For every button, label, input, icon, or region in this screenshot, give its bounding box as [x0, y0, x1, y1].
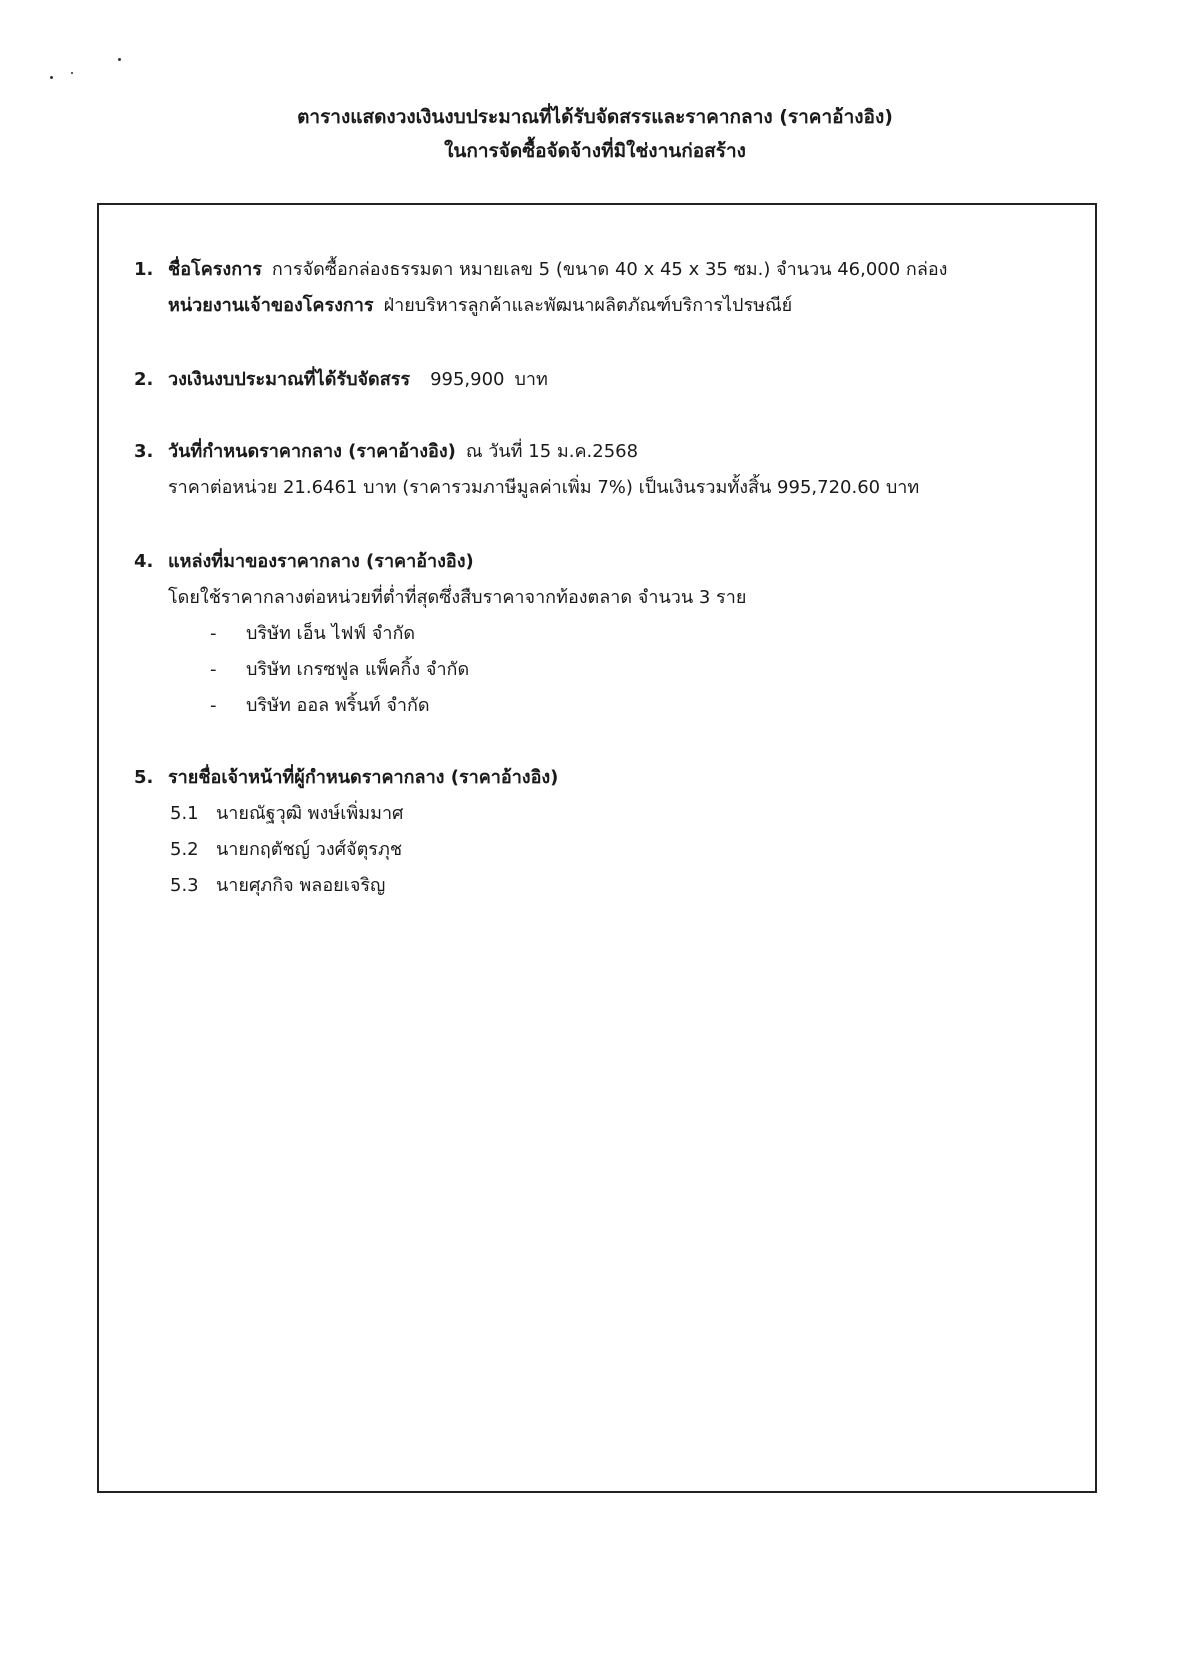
officer-name: นายณัฐวุฒิ พงษ์เพิ่มมาศ [216, 803, 404, 824]
officer-number: 5.3 [170, 875, 199, 896]
section-reference-price-date [134, 434, 1094, 506]
section-officers [134, 760, 1094, 904]
project-name-value: การจัดซื้อกล่องธรรมดา หมายเลข 5 (ขนาด 40 x 45 x 35 ซม.) จำนวน 46,000 กล่อง [271, 259, 948, 280]
section-number: 4. [134, 551, 154, 572]
officer-number: 5.2 [170, 839, 199, 860]
officer-name: นายศุภกิจ พลอยเจริญ [216, 875, 386, 896]
budget-unit: บาท [514, 369, 548, 390]
source-company: บริษัท เกรซฟูล แพ็คกิ้ง จำกัด [246, 659, 470, 680]
scan-speck [71, 72, 73, 74]
document-title-line2: ในการจัดซื้อจัดจ้างที่มิใช่งานก่อสร้าง [444, 140, 746, 162]
project-owner-value: ฝ่ายบริหารลูกค้าและพัฒนาผลิตภัณฑ์บริการไปรษณีย์ [383, 295, 793, 316]
budget-label: วงเงินงบประมาณที่ได้รับจัดสรร [168, 369, 411, 390]
section-price-sources [134, 544, 1094, 724]
list-item [134, 688, 1094, 724]
officer-name: นายกฤตัชญ์ วงศ์จัตุรภุช [216, 839, 403, 860]
scan-speck [118, 58, 121, 61]
reference-price-detail: ราคาต่อหน่วย 21.6461 บาท (ราคารวมภาษีมูลค่าเพิ่ม 7%) เป็นเงินรวมทั้งสิ้น 995,720.60 บาท [168, 477, 920, 498]
list-item [134, 868, 1094, 904]
reference-date-label: วันที่กำหนดราคากลาง (ราคาอ้างอิง) [168, 441, 456, 462]
bullet-dash: - [210, 623, 217, 644]
source-company: บริษัท ออล พริ้นท์ จำกัด [246, 695, 430, 716]
document-header [0, 100, 1190, 168]
list-item [134, 832, 1094, 868]
bullet-dash: - [210, 695, 217, 716]
section-number: 3. [134, 441, 154, 462]
scan-speck [50, 76, 53, 79]
section-number: 2. [134, 369, 154, 390]
officer-number: 5.1 [170, 803, 199, 824]
price-sources-label: แหล่งที่มาของราคากลาง (ราคาอ้างอิง) [168, 551, 474, 572]
bullet-dash: - [210, 659, 217, 680]
reference-date-value: ณ วันที่ 15 ม.ค.2568 [465, 441, 639, 462]
source-company: บริษัท เอ็น ไฟฟ์ จำกัด [246, 623, 416, 644]
price-sources-intro: โดยใช้ราคากลางต่อหน่วยที่ต่ำที่สุดซึ่งสืบราคาจากท้องตลาด จำนวน 3 ราย [168, 587, 747, 608]
project-owner-label: หน่วยงานเจ้าของโครงการ [168, 295, 374, 316]
budget-amount: 995,900 [430, 369, 505, 390]
list-item [134, 616, 1094, 652]
list-item [134, 652, 1094, 688]
project-name-label: ชื่อโครงการ [168, 259, 262, 280]
section-number: 1. [134, 259, 154, 280]
list-item [134, 796, 1094, 832]
officers-label: รายชื่อเจ้าหน้าที่ผู้กำหนดราคากลาง (ราคาอ้างอิง) [168, 767, 559, 788]
section-project-name [134, 252, 1094, 324]
section-budget [134, 362, 1094, 398]
section-number: 5. [134, 767, 154, 788]
document-title-line1: ตารางแสดงวงเงินงบประมาณที่ได้รับจัดสรรและราคากลาง (ราคาอ้างอิง) [297, 106, 893, 128]
